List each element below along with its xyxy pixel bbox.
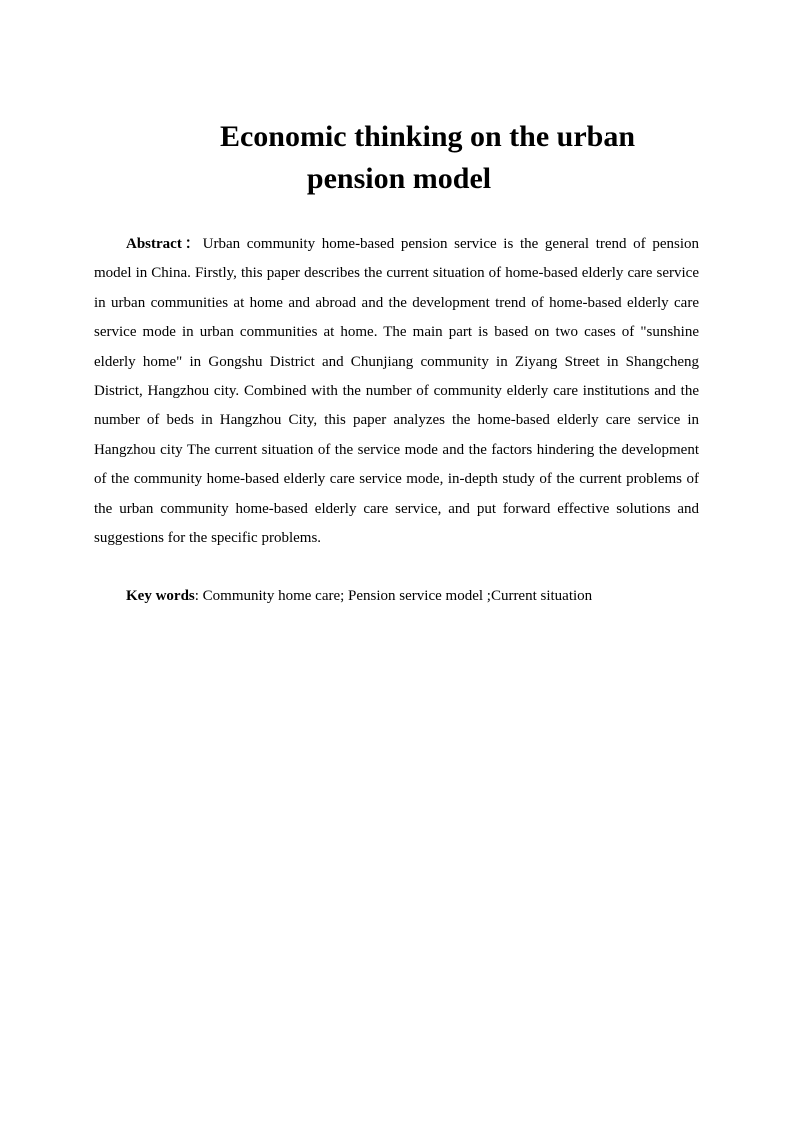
- title-line-1: Economic thinking on the urban: [219, 120, 636, 153]
- abstract-label: Abstract：: [126, 236, 203, 252]
- keywords-text: : Community home care; Pension service model ;Current situation: [194, 588, 593, 604]
- keywords-label: Key words: [126, 588, 195, 604]
- keywords-paragraph: [126, 582, 706, 610]
- paper-title: [0, 116, 793, 200]
- title-line-2: pension model: [306, 162, 492, 195]
- abstract-paragraph: [94, 230, 699, 553]
- abstract-text: Urban community home-based pension service is the general trend of pension model in China. Firstly, this paper describes the current situation of home-based elderly care service in urban communities at home and abroad and the development trend of home-based elderly care service mode in urban communities at home. The main part is based on two cases of "sunshine elderly home" in Gongshu District and Chunjiang community in Ziyang Street in Shangcheng District, Hangzhou city. Combined with the number of community elderly care institutions and the number of beds in Hangzhou City, this paper analyzes the home-based elderly care service in Hangzhou city The current situation of the service mode and the factors hindering the development of the community home-based elderly care service mode, in-depth study of the current problems of the urban community home-based elderly care service, and put forward effective solutions and suggestions for the specific problems.: [94, 236, 699, 547]
